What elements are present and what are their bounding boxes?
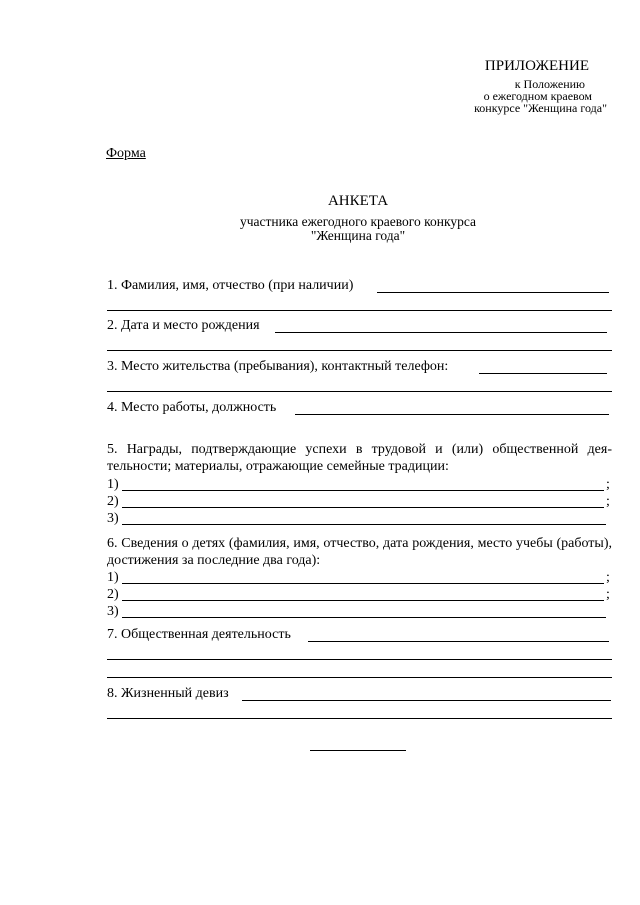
answer-line[interactable] <box>122 524 606 525</box>
appendix-title: ПРИЛОЖЕНИЕ <box>484 58 589 74</box>
enum-1: 1) <box>107 570 119 585</box>
question-5-label: 5. Награды, подтверждающие успехи в трудовой и (или) общественной дея-тельности; материалы, отражающие семейные традиции: <box>107 442 612 474</box>
answer-line[interactable] <box>122 583 604 584</box>
answer-line[interactable] <box>107 391 612 392</box>
answer-line[interactable] <box>107 310 612 311</box>
form-title: АНКЕТА <box>327 193 389 209</box>
semicolon: ; <box>606 587 610 602</box>
appendix-line-2: о ежегодном краевом <box>483 89 592 103</box>
form-subtitle-1: участника ежегодного краевого конкурса <box>240 214 476 229</box>
enum-2: 2) <box>107 494 119 509</box>
answer-line[interactable] <box>122 507 604 508</box>
enum-1: 1) <box>107 477 119 492</box>
question-1-label: 1. Фамилия, имя, отчество (при наличии) <box>107 278 354 293</box>
question-4-label: 4. Место работы, должность <box>107 400 277 415</box>
appendix-line-3: конкурсе "Женщина года" <box>474 101 607 115</box>
answer-line[interactable] <box>242 700 611 701</box>
answer-line[interactable] <box>107 350 612 351</box>
answer-line[interactable] <box>122 490 604 491</box>
semicolon: ; <box>606 477 610 492</box>
form-subtitle-2: "Женщина года" <box>310 228 406 243</box>
appendix-line-1: к Положению <box>514 77 585 91</box>
answer-line[interactable] <box>377 292 609 293</box>
question-6-label: 6. Сведения о детях (фамилия, имя, отчество, дата рождения, место учебы (работы), достижения за последние два года): <box>107 536 612 568</box>
semicolon: ; <box>606 570 610 585</box>
answer-line[interactable] <box>107 677 612 678</box>
answer-line[interactable] <box>122 617 606 618</box>
answer-line[interactable] <box>107 659 612 660</box>
question-3-label: 3. Место жительства (пребывания), контактный телефон: <box>107 359 449 374</box>
answer-line[interactable] <box>308 641 609 642</box>
answer-line[interactable] <box>479 373 607 374</box>
end-separator-line <box>310 750 406 751</box>
enum-3: 3) <box>107 604 119 619</box>
semicolon: ; <box>606 494 610 509</box>
form-label: Форма <box>106 146 146 161</box>
answer-line[interactable] <box>295 414 609 415</box>
enum-3: 3) <box>107 511 119 526</box>
answer-line[interactable] <box>107 718 612 719</box>
question-7-label: 7. Общественная деятельность <box>107 627 291 642</box>
answer-line[interactable] <box>275 332 607 333</box>
question-2-label: 2. Дата и место рождения <box>107 318 260 333</box>
answer-line[interactable] <box>122 600 604 601</box>
enum-2: 2) <box>107 587 119 602</box>
question-8-label: 8. Жизненный девиз <box>107 686 229 701</box>
